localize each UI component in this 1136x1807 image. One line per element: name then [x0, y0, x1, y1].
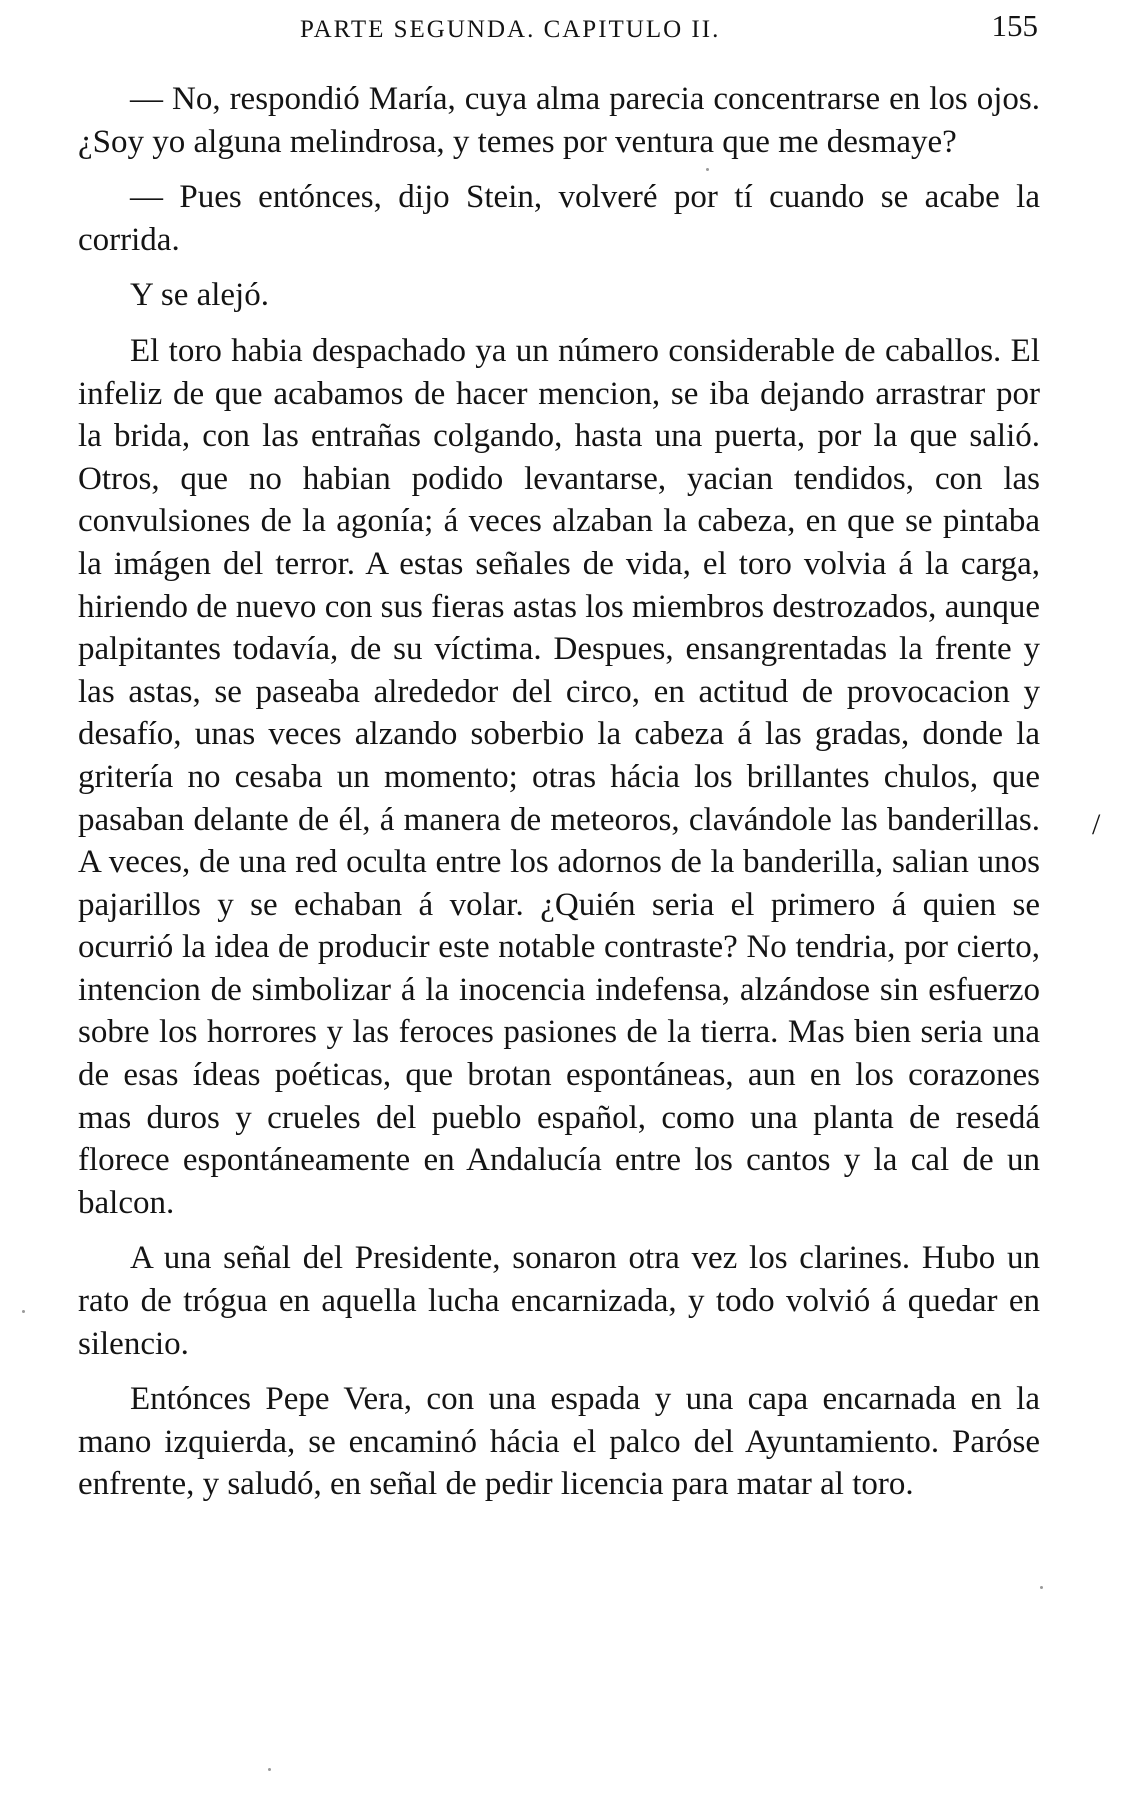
paragraph-6: Entónces Pepe Vera, con una espada y una capa encarnada en la mano izquierda, se encaminó hácia el palco del Ayuntamiento. Paróse enfrente, y saludó, en señal de pedir licencia para matar al toro. — [78, 1381, 1040, 1503]
paragraph-4: El toro habia despachado ya un número considerable de caballos. El infeliz de que acabamos de hacer mencion, se iba dejando arrastrar por la brida, con las entrañas colgando, hasta una puerta, por la que salió. Otros, que no habian podido levantarse, yacian tendidos, con las convulsiones de la agonía; á veces alzaban la cabeza, en que se pintaba la imágen del terror. A estas señales de vida, el toro volvia á la carga, hiriendo de nuevo con sus fieras astas los miembros destrozados, aunque palpitantes todavía, de su víctima. Despues, ensangrentadas la frente y las astas, se paseaba alrededor del circo, en actitud de provocacion y desafío, unas veces alzando soberbio la cabeza á las gradas, donde la gritería no cesaba un momento; otras hácia los brillantes chulos, que pasaban delante de él, á manera de meteoros, clavándole las banderillas. A veces, de una red oculta entre los adornos de la banderilla, salian unos pajarillos y se echaban á volar. ¿Quién seria el primero á quien se ocurrió la idea de producir este notable contraste? No tendria, por cierto, intencion de simbolizar á la inocencia indefensa, alzándose sin esfuerzo sobre los horrores y las feroces pasiones de la tierra. Mas bien seria una de esas ídeas poéticas, que brotan espontáneas, aun en los corazones mas duros y crueles del pueblo español, como una planta de resedá florece espontáneamente en Andalucía entre los cantos y la cal de un balcon. — [78, 332, 1040, 1221]
paragraph-3: Y se alejó. — [130, 277, 269, 314]
running-title: PARTE SEGUNDA. CAPITULO II. — [300, 16, 721, 43]
paragraph-2: — Pues entónces, dijo Stein, volveré por tí cuando se acabe la corrida. — [78, 179, 1040, 258]
paragraph-5: A una señal del Presidente, sonaron otra vez los clarines. Hubo un rato de trógua en aquella lucha encarnizada, y todo volvió á quedar en silencio. — [78, 1240, 1040, 1362]
paper-speck — [22, 1310, 25, 1313]
paragraph-1: — No, respondió María, cuya alma parecia concentrarse en los ojos. ¿Soy yo alguna melindrosa, y temes por ventura que me desmaye? — [78, 81, 1040, 160]
paper-speck — [268, 1768, 271, 1771]
page-number: 155 — [991, 8, 1038, 43]
running-header — [300, 8, 1038, 48]
paper-speck — [706, 168, 709, 171]
paper-speck — [1040, 1586, 1043, 1589]
margin-mark: / — [1092, 808, 1101, 841]
body-text — [78, 78, 1040, 1519]
